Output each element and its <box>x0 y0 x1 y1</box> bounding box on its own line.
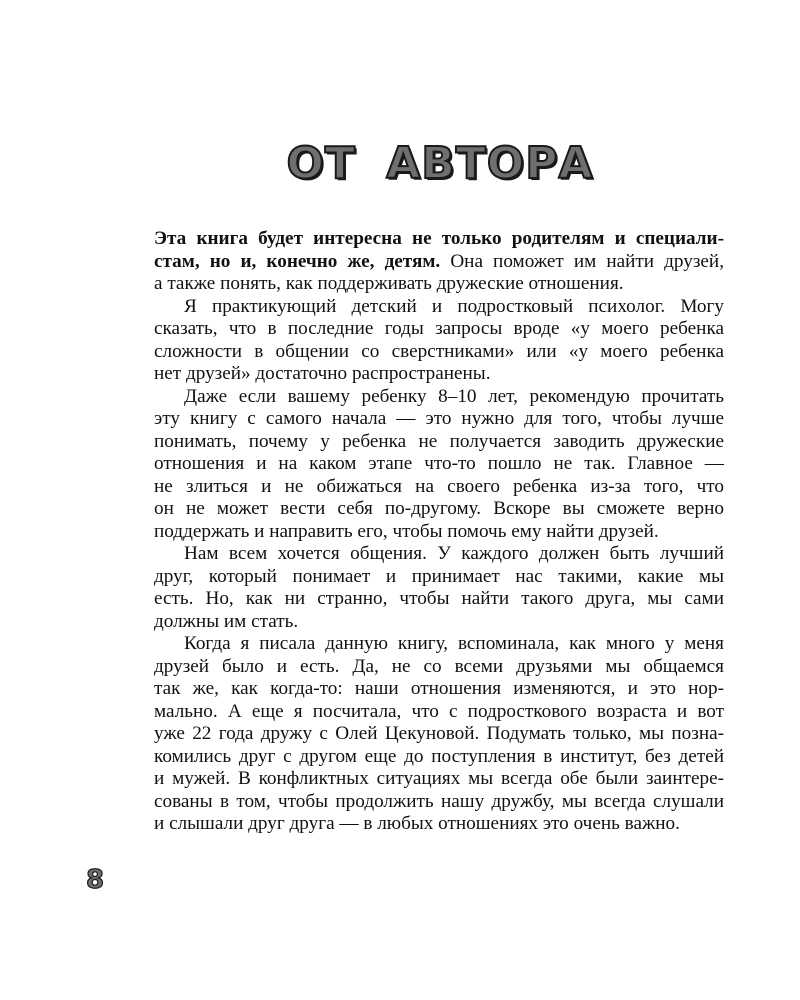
text-line: Нам всем хочется общения. У каждого должен быть лучший <box>184 543 724 564</box>
text-line: он не может вести себя по-другому. Вскоре вы сможете верно <box>154 498 724 519</box>
page-number: 8 <box>86 865 105 895</box>
text-line: есть. Но, как ни странно, чтобы найти такого друга, мы сами <box>154 588 724 609</box>
text-line: мально. А еще я посчитала, что с подросткового возраста и вот <box>154 700 724 722</box>
text-line: и мужей. В конфликтных ситуациях мы всегда обе были заинтере- <box>154 768 724 789</box>
text-line: а также понять, как поддерживать дружеские отношения. <box>154 273 624 294</box>
text-line: Даже если вашему ребенку 8–10 лет, рекомендую прочитать <box>184 385 724 407</box>
text-line <box>154 228 724 251</box>
bold-lead: стам, но и, конечно же, детям. <box>154 250 441 272</box>
text-line: так же, как когда-то: наши отношения изменяются, и это нор- <box>154 678 724 699</box>
text-line: и слышали друг друга — в любых отношениях это очень важно. <box>154 813 680 834</box>
text-line: комились друг с другом еще до поступления в институт, без детей <box>154 745 724 767</box>
chapter-title: ОТ АВТОРА <box>286 138 594 189</box>
text-line: Когда я писала данную книгу, вспоминала, как много у меня <box>184 633 724 654</box>
body-text <box>154 228 724 836</box>
bold-lead: Эта книга будет интересна не только родителям и специали- <box>154 228 724 249</box>
text-line: поддержать и направить его, чтобы помочь ему найти друзей. <box>154 520 659 542</box>
text-line: сложности в общении со сверстниками» или «у моего ребенка <box>154 340 724 362</box>
text-line: эту книгу с самого начала — это нужно для того, чтобы лучше <box>154 408 724 429</box>
text-line: сованы в том, чтобы продолжить нашу дружбу, мы всегда слушали <box>154 790 724 812</box>
text-line: друзей было и есть. Да, не со всеми друзьями мы общаемся <box>154 655 724 677</box>
text-line: нет друзей» достаточно распространены. <box>154 363 491 384</box>
text-line: друг, который понимает и принимает нас такими, какие мы <box>154 565 724 587</box>
text-line: Я практикующий детский и подростковый психолог. Могу <box>184 295 724 317</box>
text-line: должны им стать. <box>154 610 299 632</box>
text-line: уже 22 года дружу с Олей Цекуновой. Подумать только, мы позна- <box>154 723 724 744</box>
text-line: сказать, что в последние годы запросы вроде «у моего ребенка <box>154 318 724 339</box>
text-line: стам, но и, конечно же, детям. Она поможет им найти друзей, <box>154 250 724 272</box>
text-line: отношения и на каком этапе что-то пошло не так. Главное — <box>154 453 724 474</box>
text-line: не злиться и не обижаться на своего ребенка из-за того, что <box>154 475 724 497</box>
text-line: понимать, почему у ребенка не получается заводить дружеские <box>154 430 724 452</box>
